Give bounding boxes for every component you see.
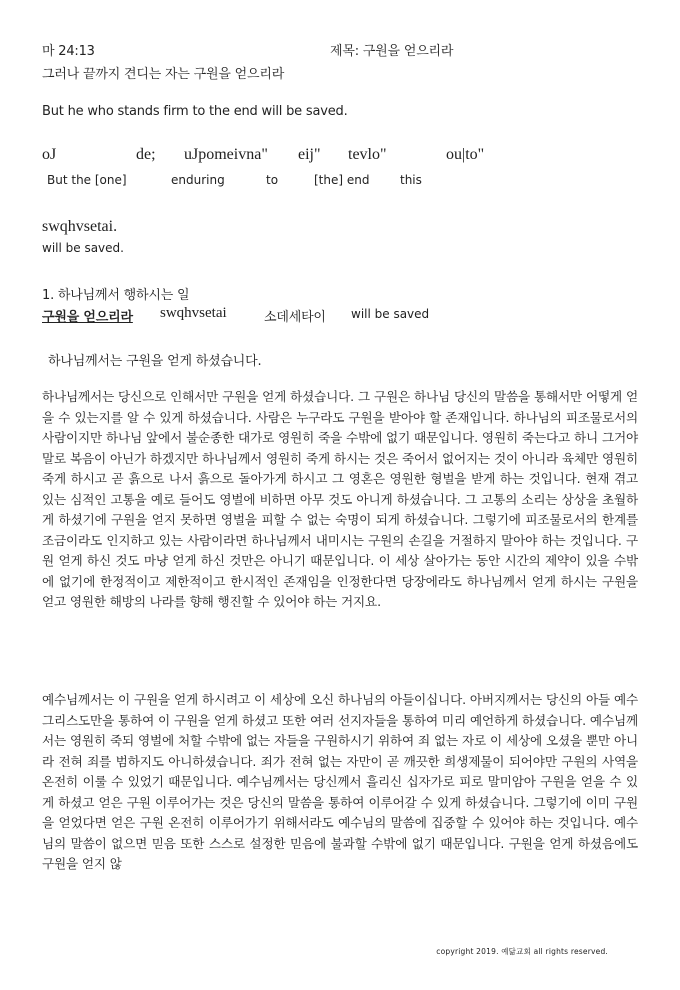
- greek-word: tevlo": [348, 146, 387, 163]
- sermon-title: 제목: 구원을 얻으리라: [330, 44, 454, 59]
- greek-word: uJpomeivna": [184, 146, 268, 163]
- key-transliteration: 소데세타이: [264, 310, 326, 325]
- greek-word: de;: [136, 146, 156, 163]
- key-greek: swqhvsetai: [160, 305, 227, 321]
- gloss-word: will be saved.: [42, 241, 124, 255]
- greek-word: ou|to": [446, 146, 485, 163]
- body-paragraph: 예수님께서는 이 구원을 얻게 하시려고 이 세상에 오신 하나님의 아들이십니다. 아버지께서는 당신의 아들 예수 그리스도만을 통하여 이 구원을 얻게 하셨고 또한 여러 선지자들을 통하여 미리 예언하게 하셨습니다. 예수님께서는 영원히 죽되 영벌에 처할 수밖에 없는 자들을 구원하시기 위하여 죄 없는 자로 이 세상에 오셨을 뿐만 아니라 전혀 죄를 범하지도 아니하셨습니다. 죄가 전혀 없는 자만이 곧 깨끗한 희생제물이 되어야만 구원의 사역을 온전히 이룰 수 있었기 때문입니다. 예수님께서는 당신께서 흘리신 십자가로 피로 말미암아 구원을 얻을 수 있게 하셨고 얻은 구원 이루어가는 것은 당신의 말씀을 통하여 이루어갈 수 있게 하셨습니다. 그렇기에 이미 구원을 얻었다면 얻은 구원 온전히 이루어가기 위해서라도 예수님의 말씀에 집중할 수 있어야 하는 것입니다. 예수님의 말씀이 없으면 믿음 또한 스스로 설정한 믿음에 불과할 수밖에 없기 때문입니다. 구원을 얻게 하셨음에도 구원을 얻지 않: [42, 692, 638, 871]
- scripture-reference: 마 24:13: [42, 44, 95, 59]
- verse-korean: 그러나 끝까지 견디는 자는 구원을 얻으리라: [42, 67, 285, 82]
- gloss-word: to: [266, 173, 279, 187]
- gloss-word: enduring: [171, 173, 225, 187]
- copyright-footer: copyright 2019. 예닮교회 all rights reserved.: [436, 947, 608, 956]
- greek-word: eij": [298, 146, 321, 163]
- verse-english: But he who stands firm to the end will be saved.: [42, 104, 348, 119]
- gloss-word: But the [one]: [47, 173, 127, 187]
- key-meaning: will be saved: [351, 307, 430, 321]
- greek-word: swqhvsetai.: [42, 218, 118, 235]
- greek-word: oJ: [42, 146, 57, 163]
- section-heading: 1. 하나님께서 행하시는 일: [42, 288, 190, 303]
- gloss-word: [the] end: [314, 173, 370, 187]
- intro-sentence: 하나님께서는 구원을 얻게 하셨습니다.: [48, 354, 262, 369]
- body-paragraph: 하나님께서는 당신으로 인해서만 구원을 얻게 하셨습니다. 그 구원은 하나님 당신의 말씀을 통해서만 어떻게 얻을 수 있는지를 알 수 있게 하셨습니다. 사람은 누구라도 구원을 받아야 할 존재입니다. 하나님의 피조물로서의 사람이지만 하나님 앞에서 불순종한 대가로 영원히 죽을 수밖에 없기 때문입니다. 영원히 죽는다고 하니 그거야 말로 복음이 아닌가 하겠지만 하나님께서 영원히 죽게 하시는 것은 죽어서 없어지는 것이 아니라 육체만 영원히 죽게 하시고 곧 흙으로 나서 흙으로 돌아가게 하시고 그 영혼은 영원한 형벌을 받게 하는 것입니다. 현재 겪고 있는 심적인 고통을 예로 들어도 영벌에 비하면 아무 것도 아니게 하셨습니다. 그 고통의 소리는 상상을 초월하게 하셨기에 구원을 얻지 못하면 영벌을 피할 수 없는 숙명이 되게 하셨습니다. 그렇기에 피조물로서의 한계를 조금이라도 인지하고 있는 사람이라면 하나님께서 내미시는 구원의 손길을 거절하지 말아야 하는 것입니다. 구원 얻게 하신 것도 마냥 얻게 하신 것만은 아니기 때문입니다. 이 세상 살아가는 동안 시간의 제약이 있을 수밖에 없기에 한정적이고 제한적이고 한시적인 존재임을 인정한다면 당장에라도 하나님께서 얻게 하시는 구원을 얻고 영원한 해방의 나라를 향해 행진할 수 있어야 하는 거지요.: [42, 389, 638, 609]
- gloss-word: this: [400, 173, 422, 187]
- key-phrase: 구원을 얻으리라: [42, 310, 133, 325]
